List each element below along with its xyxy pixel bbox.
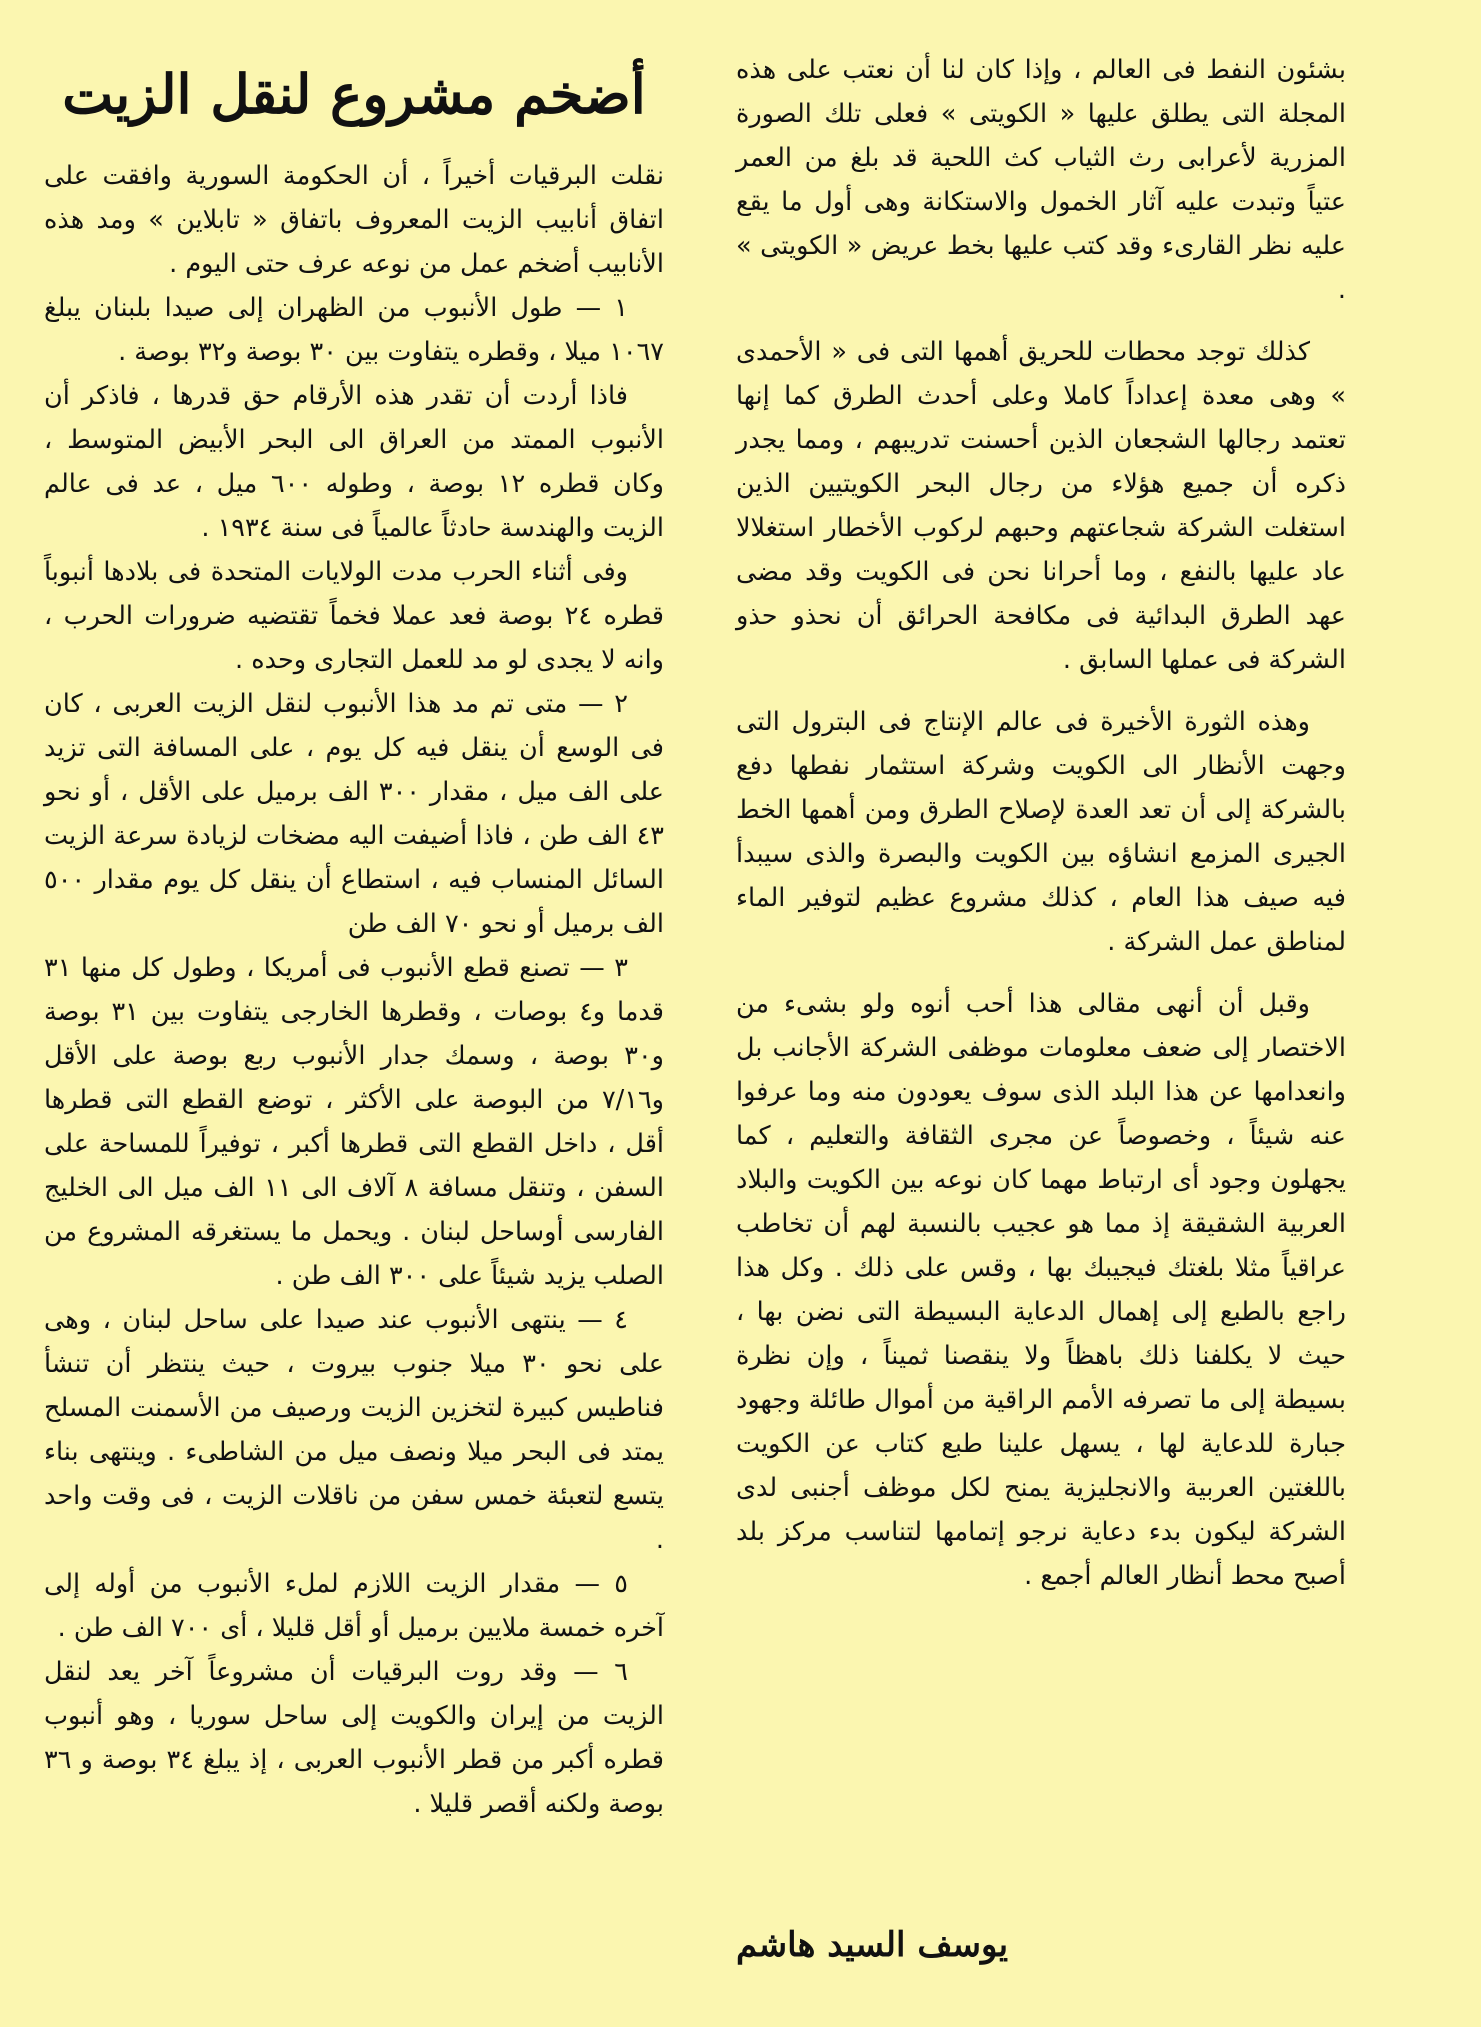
left-paragraph: وفى أثناء الحرب مدت الولايات المتحدة فى بلادها أنبوباً قطره ٢٤ بوصة فعد عملا فخماً تقتضيه ضرورات الحرب ، وانه لا يجدى لو مد للعمل التجارى وحده . <box>44 557 664 675</box>
right-paragraph: كذلك توجد محطات للحريق أهمها التى فى « الأحمدى » وهى معدة إعداداً كاملا وعلى أحدث الطرق كما إنها تعتمد رجالها الشجعان الذين أحسنت تدريبهم ، ومما يجدر ذكره أن جميع هؤلاء من رجال البحر الكويتيين الذين استغلت الشركة شجاعتهم وحبهم لركوب الأخطار استغلالا عاد عليها بالنفع ، وما أحرانا نحن فى الكويت وقد مضى عهد الطرق البدائية فى مكافحة الحرائق أن نحذو حذو الشركة فى عملها السابق . <box>736 337 1346 675</box>
left-paragraph: ٣ — تصنع قطع الأنبوب فى أمريكا ، وطول كل منها ٣١ قدما و٤ بوصات ، وقطرها الخارجى يتفاوت بين ٣١ بوصة و٣٠ بوصة ، وسمك جدار الأنبوب ربع بوصة على الأقل و٧/١٦ من البوصة على الأكثر ، توضع القطع التى قطرها أقل ، داخل القطع التى قطرها أكبر ، توفيراً للمساحة على السفن ، وتنقل مسافة ٨ آلاف الى ١١ الف ميل الى الخليج الفارسى أوساحل لبنان . ويحمل ما يستغرقه المشروع من الصلب يزيد شيئاً على ٣٠٠ الف طن . <box>44 953 664 1291</box>
left-paragraph: نقلت البرقيات أخيراً ، أن الحكومة السورية وافقت على اتفاق أنابيب الزيت المعروف باتفاق « تابلاين » ومد هذه الأنابيب أضخم عمل من نوعه عرف حتى اليوم . <box>44 161 664 279</box>
left-column <box>44 48 664 1826</box>
left-paragraph: فاذا أردت أن تقدر هذه الأرقام حق قدرها ، فاذكر أن الأنبوب الممتد من العراق الى البحر الأبيض المتوسط ، وكان قطره ١٢ بوصة ، وطوله ٦٠٠ ميل ، عد فى عالم الزيت والهندسة حادثاً عالمياً فى سنة ١٩٣٤ . <box>44 381 664 543</box>
author-signature: يوسف السيد هاشم <box>736 1925 1009 1965</box>
right-paragraph: وقبل أن أنهى مقالى هذا أحب أنوه ولو بشىء من الاختصار إلى ضعف معلومات موظفى الشركة الأجانب بل وانعدامها عن هذا البلد الذى سوف يعودون منه وما عرفوا عنه شيئاً ، وخصوصاً عن مجرى الثقافة والتعليم ، كما يجهلون وجود أى ارتباط مهما كان نوعه بين الكويت والبلاد العربية الشقيقة إذ مما هو عجيب بالنسبة لهم أن تخاطب عراقياً مثلا بلغتك فيجيبك بها ، وقس على ذلك . وكل هذا راجع بالطبع إلى إهمال الدعاية البسيطة التى نضن بها ، حيث لا يكلفنا ذلك باهظاً ولا ينقصنا ثميناً ، وإن نظرة بسيطة إلى ما تصرفه الأمم الراقية من أموال طائلة وجهود جبارة للدعاية لها ، يسهل علينا طبع كتاب عن الكويت باللغتين العربية والانجليزية يمنح لكل موظف أجنبى لدى الشركة ليكون بدء دعاية نرجو إتمامها لتناسب مركز بلد أصبح محط أنظار العالم أجمع . <box>736 989 1346 1591</box>
article-title: أضخم مشروع لنقل الزيت <box>62 62 646 126</box>
left-paragraph: ٢ — متى تم مد هذا الأنبوب لنقل الزيت العربى ، كان فى الوسع أن ينقل فيه كل يوم ، على المسافة التى تزيد على الف ميل ، مقدار ٣٠٠ الف برميل على الأقل ، أو نحو ٤٣ الف طن ، فاذا أضيفت اليه مضخات لزيادة سرعة الزيت السائل المنساب فيه ، استطاع أن ينقل كل يوم مقدار ٥٠٠ الف برميل أو نحو ٧٠ الف طن <box>44 689 664 939</box>
right-paragraph: بشئون النفط فى العالم ، وإذا كان لنا أن نعتب على هذه المجلة التى يطلق عليها « الكويتى » فعلى تلك الصورة المزرية لأعرابى رث الثياب كث اللحية قد بلغ من العمر عتياً وتبدت عليه آثار الخمول والاستكانة وهى أول ما يقع عليه نظر القارىء وقد كتب عليها بخط عريض « الكويتى » . <box>736 55 1346 305</box>
right-paragraph: وهذه الثورة الأخيرة فى عالم الإنتاج فى البترول التى وجهت الأنظار الى الكويت وشركة استثمار نفطها دفع بالشركة إلى أن تعد العدة لإصلاح الطرق ومن أهمها الخط الجيرى المزمع انشاؤه بين الكويت والبصرة والذى سيبدأ فيه صيف هذا العام ، كذلك مشروع عظيم لتوفير الماء لمناطق عمل الشركة . <box>736 707 1346 957</box>
left-paragraph: ٥ — مقدار الزيت اللازم لملء الأنبوب من أوله إلى آخره خمسة ملايين برميل أو أقل قليلا ، أى ٧٠٠ الف طن . <box>44 1569 664 1643</box>
right-column <box>736 48 1346 1616</box>
left-paragraph: ٤ — ينتهى الأنبوب عند صيدا على ساحل لبنان ، وهى على نحو ٣٠ ميلا جنوب بيروت ، حيث ينتظر أن تنشأ فناطيس كبيرة لتخزين الزيت ورصيف من الأسمنت المسلح يمتد فى البحر ميلا ونصف ميل من الشاطىء . وينتهى بناء يتسع لتعبئة خمس سفن من ناقلات الزيت ، فى وقت واحد . <box>44 1305 664 1555</box>
left-paragraph: ٦ — وقد روت البرقيات أن مشروعاً آخر يعد لنقل الزيت من إيران والكويت إلى ساحل سوريا ، وهو أنبوب قطره أكبر من قطر الأنبوب العربى ، إذ يبلغ ٣٤ بوصة و ٣٦ بوصة ولكنه أقصر قليلا . <box>44 1657 664 1819</box>
left-paragraph: ١ — طول الأنبوب من الظهران إلى صيدا بلبنان يبلغ ١٠٦٧ ميلا ، وقطره يتفاوت بين ٣٠ بوصة و٣٢ بوصة . <box>44 293 664 367</box>
